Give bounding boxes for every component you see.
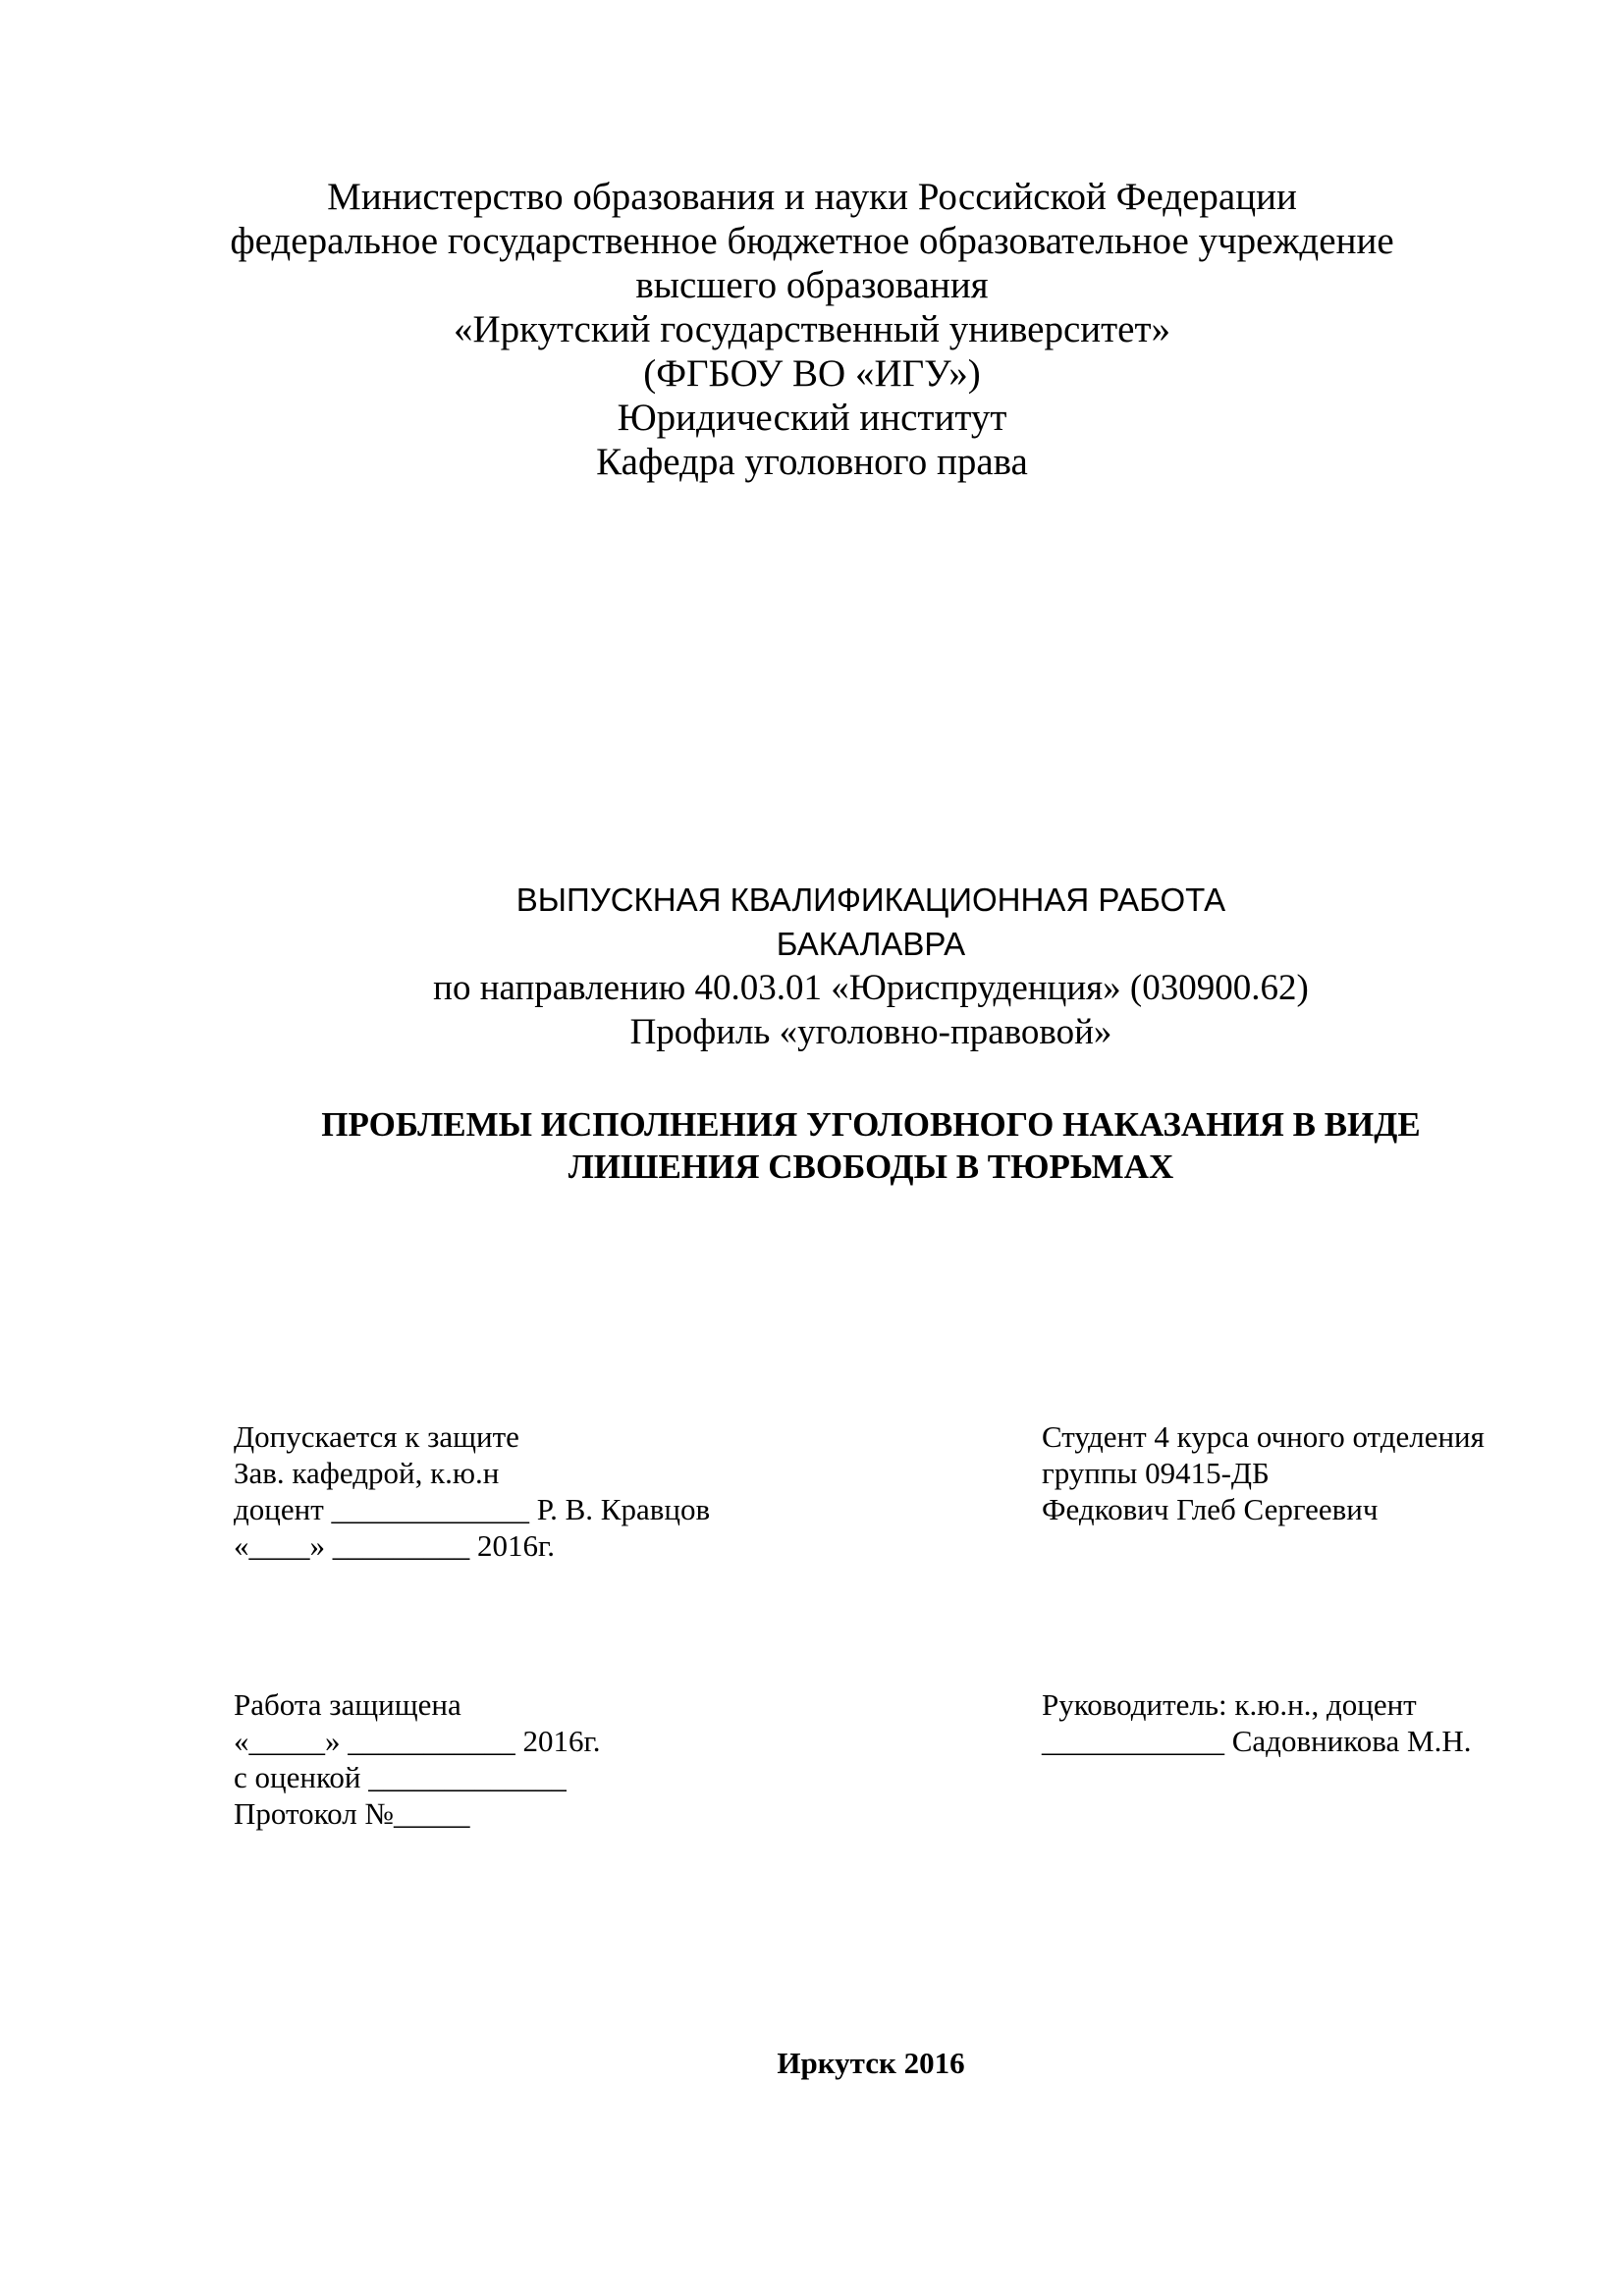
thesis-title-line1: ПРОБЛЕМЫ ИСПОЛНЕНИЯ УГОЛОВНОГО НАКАЗАНИЯ В ВИДЕ <box>321 1105 1421 1144</box>
student-block <box>1042 1418 1485 1527</box>
admission-block <box>234 1418 710 1564</box>
department-line: Кафедра уголовного права <box>596 441 1028 483</box>
institution-type-line: федеральное государственное бюджетное образовательное учреждение <box>230 220 1394 262</box>
city-year: Иркутск 2016 <box>777 2046 965 2080</box>
student-line1: Студент 4 курса очного отделения <box>1042 1419 1485 1454</box>
admission-line4: «____» _________ 2016г. <box>234 1528 555 1563</box>
institution-header <box>0 175 1624 484</box>
defense-line4: Протокол №_____ <box>234 1796 470 1831</box>
work-type-line2: БАКАЛАВРА <box>776 926 966 962</box>
student-line2: группы 09415-ДБ <box>1042 1456 1270 1490</box>
thesis-title <box>0 1103 1624 1188</box>
defense-line2: «_____» ___________ 2016г. <box>234 1724 601 1758</box>
ministry-line: Министерство образования и науки Российской Федерации <box>327 176 1297 218</box>
defense-block <box>234 1686 600 1832</box>
admission-line2: Зав. кафедрой, к.ю.н <box>234 1456 500 1490</box>
work-type-line1: ВЫПУСКНАЯ КВАЛИФИКАЦИОННАЯ РАБОТА <box>515 881 1226 918</box>
admission-line3: доцент _____________ Р. В. Кравцов <box>234 1492 711 1526</box>
profile-line: Профиль «уголовно-правовой» <box>629 1012 1112 1052</box>
supervisor-line2: ____________ Садовникова М.Н. <box>1042 1724 1472 1758</box>
supervisor-line1: Руководитель: к.ю.н., доцент <box>1042 1687 1417 1722</box>
admission-line1: Допускается к защите <box>234 1419 519 1454</box>
university-abbr-line: (ФГБОУ ВО «ИГУ») <box>643 352 981 395</box>
university-line: «Иркутский государственный университет» <box>453 308 1171 350</box>
work-type-block <box>0 878 1624 1054</box>
student-line3: Федкович Глеб Сергеевич <box>1042 1492 1379 1526</box>
supervisor-block <box>1042 1686 1471 1759</box>
education-level-line: высшего образования <box>635 264 989 306</box>
defense-line1: Работа защищена <box>234 1687 461 1722</box>
institute-line: Юридический институт <box>617 397 1007 439</box>
thesis-title-line2: ЛИШЕНИЯ СВОБОДЫ В ТЮРЬМАХ <box>568 1148 1174 1186</box>
defense-line3: с оценкой _____________ <box>234 1760 567 1794</box>
direction-line: по направлению 40.03.01 «Юриспруденция» (030900.62) <box>433 968 1309 1008</box>
